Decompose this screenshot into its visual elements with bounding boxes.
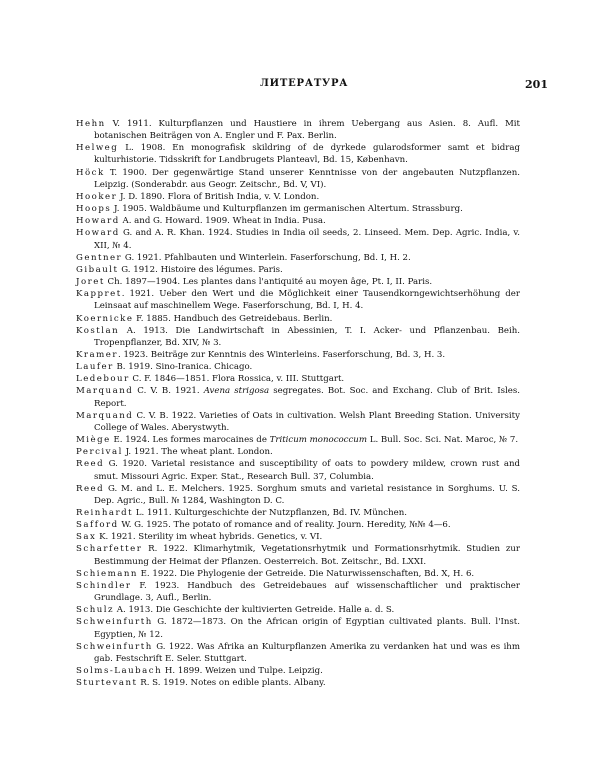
reference-entry (76, 215, 520, 227)
reference-author: Gibault (76, 264, 119, 275)
reference-author: Howard (76, 228, 120, 239)
reference-entry (76, 604, 520, 616)
reference-author: Howard (76, 216, 120, 227)
reference-author: Schweinfurth (76, 641, 153, 652)
reference-author: Schweinfurth (76, 617, 153, 628)
reference-author: Schulz (76, 605, 115, 616)
running-title: ЛИТЕРАТУРА (260, 78, 349, 89)
reference-text: G. and A. R. Khan. 1924. Studies in India oil seeds, 2. Linseed. Mem. Dep. Agric. India, v. XII, № 4. (94, 228, 520, 251)
reference-author: Koernicke (76, 313, 134, 324)
reference-species-name: Triticum monococcum (269, 435, 367, 446)
reference-list (76, 118, 520, 689)
reference-entry (76, 349, 520, 361)
reference-entry (76, 276, 520, 288)
reference-text: J. D. 1890. Flora of British India, v. V. London. (117, 191, 320, 202)
reference-author: Hooker (76, 191, 118, 202)
reference-author: Reed (76, 459, 105, 470)
reference-author: Miège (76, 435, 111, 446)
reference-text: J. 1905. Waldbäume und Kulturpflanzen im germanischen Altertum. Strassburg. (111, 204, 463, 215)
reference-text: L. 1911. Kulturgeschichte der Nutzpflanzen, Bd. IV. München. (133, 508, 407, 518)
reference-entry (76, 264, 520, 276)
reference-entry (76, 531, 520, 543)
reference-text: E. 1922. Die Phylogenie der Getreide. Die Naturwissenschaften, Bd. X, H. 6. (137, 568, 475, 579)
reference-text-continued: L. Bull. Soc. Sci. Nat. Maroc, № 7. (367, 435, 519, 446)
reference-entry (76, 616, 520, 640)
reference-author: Hehn (76, 119, 106, 129)
reference-author: Schindler (76, 580, 132, 591)
reference-text: . 1923. Beiträge zur Kenntnis des Winterleins. Faserforschung, Bd. 3, H. 3. (118, 349, 446, 360)
reference-author: Ledebour (76, 374, 130, 385)
reference-entry (76, 167, 520, 191)
reference-text: A. 1913. Die Landwirtschaft in Abessinien, T. I. Acker- und Pflanzenbau. Beih. Tropenpflanzer, Bd. XIV, № 3. (94, 325, 520, 348)
reference-entry (76, 434, 520, 446)
reference-author: Schiemann (76, 568, 138, 579)
reference-text: . 1921. Ueber den Wert und die Möglichkeit einer Tausendkorngewichtserhöhung der Leinsaat auf maschinellem Wege. Faserforschung, Bd. I, H. 4. (94, 289, 520, 312)
reference-text: C. V. B. 1921. (133, 386, 204, 397)
reference-author: Safford (76, 520, 119, 531)
reference-text: H. 1899. Weizen und Tulpe. Leipzig. (162, 666, 323, 677)
reference-entry (76, 142, 520, 166)
page-header (0, 78, 600, 94)
reference-entry (76, 118, 520, 142)
reference-entry (76, 361, 520, 373)
reference-author: Sturtevant (76, 678, 138, 689)
reference-entry (76, 191, 520, 203)
reference-author: Marquand (76, 410, 134, 421)
reference-entry (76, 458, 520, 482)
reference-text: G. 1912. Histoire des légumes. Paris. (118, 264, 283, 275)
reference-author: Percival (76, 447, 123, 458)
reference-text: F. 1885. Handbuch des Getreidebaus. Berlin. (133, 313, 333, 324)
reference-text: G. 1922. Was Afrika an Kulturpflanzen Amerika zu verdanken hat und was es ihm gab. Festschrift E. Seler. Stuttgart. (94, 641, 520, 664)
reference-author: Kappret (76, 289, 122, 300)
reference-entry (76, 410, 520, 434)
reference-author: Joret (76, 277, 105, 288)
reference-author: Kostlan (76, 325, 120, 336)
page-number: 201 (525, 78, 548, 91)
reference-text-continued: segregates. Bot. Soc. and Exchang. Club of Brit. Isles. Report. (94, 386, 520, 409)
reference-entry (76, 288, 520, 312)
reference-text: G. 1872—1873. On the African origin of Egyptian cultivated plants. Bull. l'Inst. Egyptien, № 12. (94, 617, 520, 640)
reference-author: Laufer (76, 362, 114, 373)
reference-author: Marquand (76, 386, 134, 397)
reference-text: C. F. 1846—1851. Flora Rossica, v. III. Stuttgart. (129, 374, 345, 385)
reference-text: G. M. and L. E. Melchers. 1925. Sorghum smuts and varietal resistance in Sorghums. U. S. Dep. Agric., Bull. № 1284, Washington D. C. (94, 483, 520, 506)
reference-entry (76, 203, 520, 215)
reference-entry (76, 325, 520, 349)
reference-entry (76, 313, 520, 325)
reference-text: T. 1900. Der gegenwärtige Stand unserer Kenntnisse von der angebauten Nutzpflanzen. Leipzig. (Sonderabdr. aus Geogr. Zeitschr., Bd. V, VI). (94, 167, 520, 190)
reference-author: Hoops (76, 204, 112, 215)
reference-entry (76, 385, 520, 409)
reference-entry (76, 580, 520, 604)
reference-text: W. G. 1925. The potato of romance and of reality. Journ. Heredity, №№ 4—6. (118, 520, 451, 531)
reference-text: A. and G. Howard. 1909. Wheat in India. Pusa. (119, 216, 326, 227)
reference-text: K. 1921. Sterility im wheat hybrids. Genetics, v. VI. (96, 532, 323, 543)
reference-entry (76, 227, 520, 251)
reference-text: C. V. B. 1922. Varieties of Oats in cultivation. Welsh Plant Breeding Station. University College of Wales. Aberystwyth. (94, 410, 520, 433)
reference-author: Sax (76, 532, 97, 543)
reference-text: J. 1921. The wheat plant. London. (122, 447, 273, 458)
reference-text: A. 1913. Die Geschichte der kultivierten Getreide. Halle a. d. S. (114, 605, 395, 616)
reference-author: Solms-Laubach (76, 666, 163, 677)
reference-author: Kramer (76, 349, 118, 360)
reference-entry (76, 543, 520, 567)
reference-entry (76, 665, 520, 677)
reference-text: Ch. 1897—1904. Les plantes dans l'antiquité au moyen âge, Pt. I, II. Paris. (104, 277, 433, 288)
reference-entry (76, 252, 520, 264)
reference-author: Scharfetter (76, 544, 143, 555)
reference-text: F. 1923. Handbuch des Getreidebaues auf wissenschaftlicher und praktischer Grundlage. 3, Aufl., Berlin. (94, 580, 520, 604)
reference-author: Helweg (76, 143, 119, 154)
reference-entry (76, 483, 520, 507)
reference-text: B. 1919. Sino-Iranica. Chicago. (113, 362, 253, 373)
reference-entry (76, 568, 520, 580)
reference-text: E. 1924. Les formes marocaines de (110, 435, 270, 446)
reference-author: Reed (76, 483, 105, 494)
reference-entry (76, 446, 520, 458)
reference-text: L. 1908. En monografisk skildring of de dyrkede gularodsformer samt et bidrag kulturhistorie. Tidsskrift for Landbrugets Planteavl, Bd. 15, København. (94, 143, 520, 166)
reference-text: R. 1922. Klimarhytmik, Vegetationsrhytmik und Formationsrhytmik. Studien zur Bestimmung der Heimat der Pflanzen. Oesterreich. Bot. Zeitschr., Bd. LXXI. (94, 544, 520, 567)
reference-text: G. 1921. Pfahlbauten und Winterlein. Faserforschung, Bd. I, H. 2. (122, 252, 411, 263)
reference-author: Höck (76, 167, 105, 178)
reference-entry (76, 507, 520, 519)
reference-entry (76, 641, 520, 665)
reference-entry (76, 677, 520, 689)
reference-author: Gentner (76, 252, 123, 263)
reference-text: R. S. 1919. Notes on edible plants. Albany. (137, 678, 326, 689)
reference-text: V. 1911. Kulturpflanzen und Haustiere in ihrem Uebergang aus Asien. 8. Aufl. Mit botanischen Beiträgen von A. Engler und F. Pax. Berlin. (94, 119, 520, 142)
reference-entry (76, 373, 520, 385)
reference-author: Reinhardt (76, 508, 134, 518)
reference-entry (76, 519, 520, 531)
reference-text: G. 1920. Varietal resistance and susceptibility of oats to powdery mildew, crown rust and smut. Missouri Agric. Exper. Stat., Research Bull. 37, Columbia. (94, 459, 520, 482)
reference-species-name: Avena strigosa (203, 386, 270, 397)
